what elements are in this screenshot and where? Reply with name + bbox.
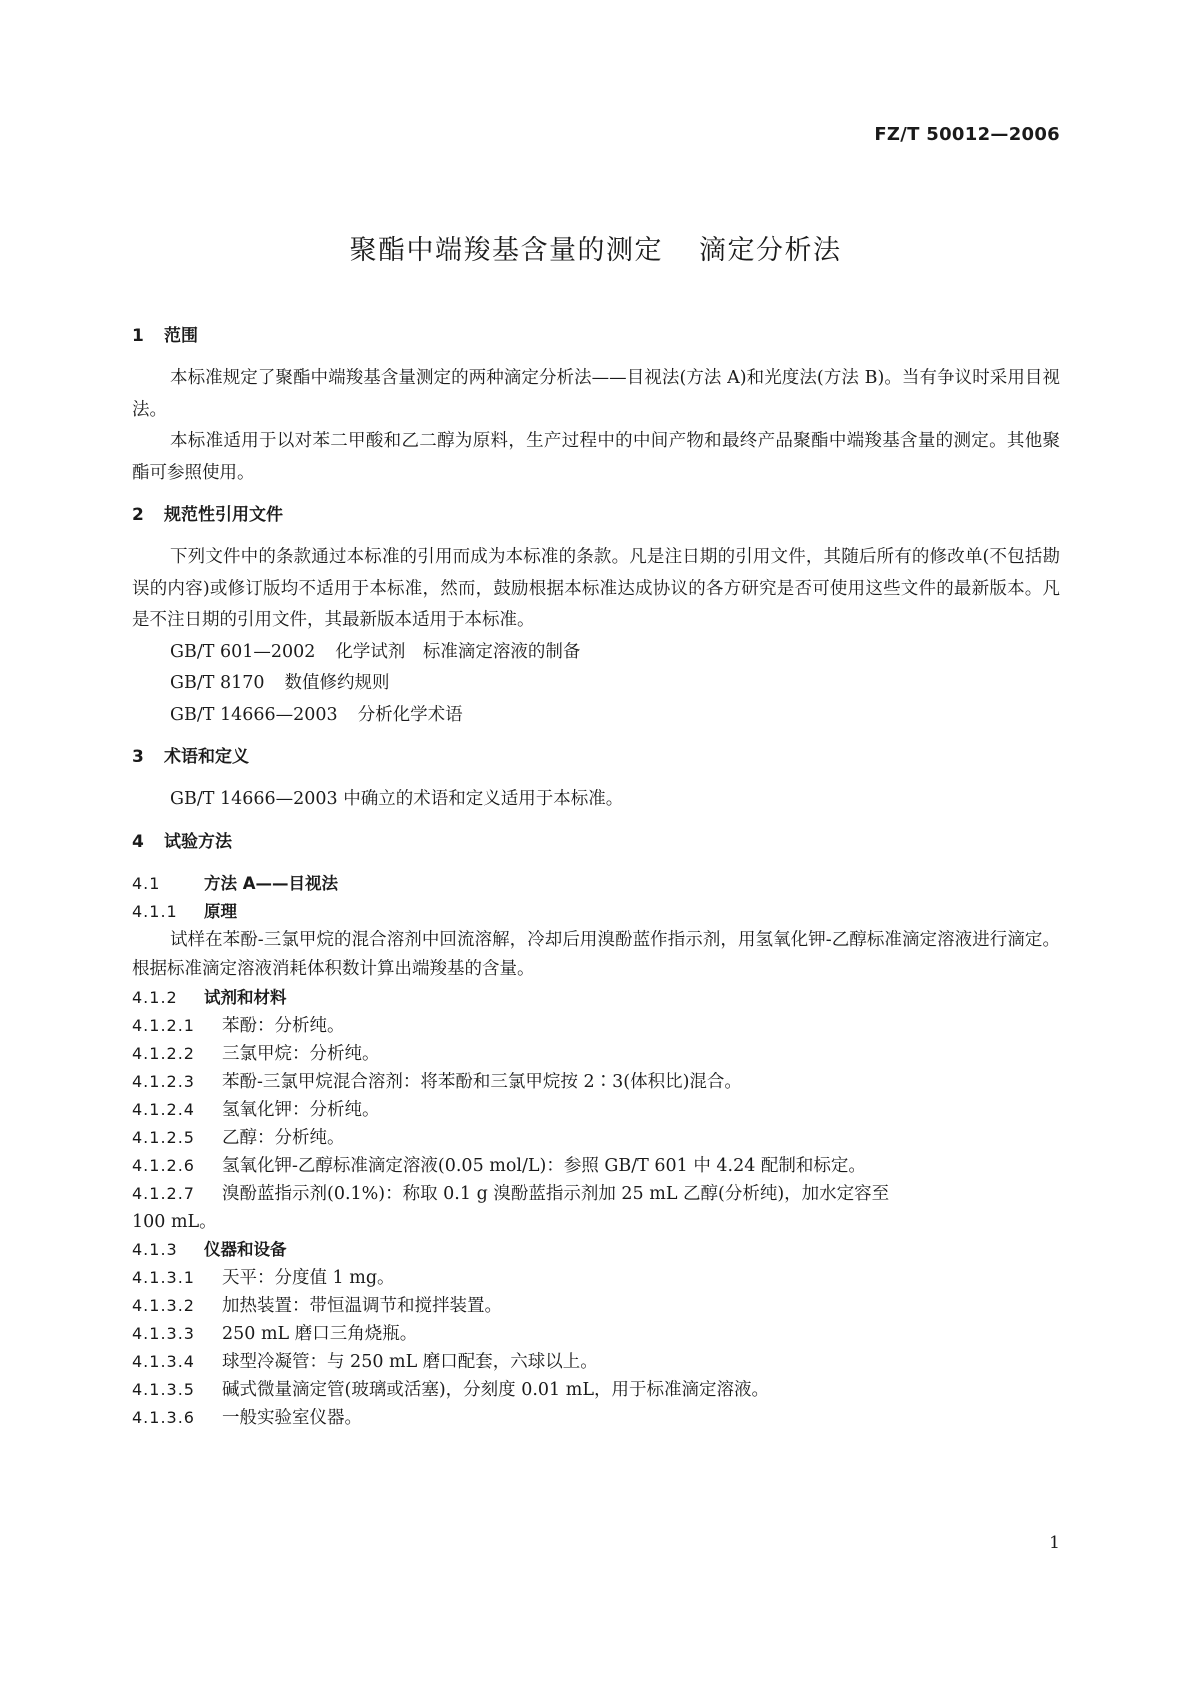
reagent-item bbox=[132, 1068, 1060, 1096]
document-body bbox=[132, 322, 1060, 1432]
reference-item bbox=[132, 700, 1060, 732]
section-number: 1 bbox=[132, 326, 144, 346]
document-title bbox=[0, 228, 1191, 267]
clause-4-1-1-heading bbox=[132, 898, 1060, 926]
section-1-heading bbox=[132, 322, 1060, 350]
reference-code: GB/T 14666—2003 bbox=[170, 704, 338, 725]
item-text: 乙醇：分析纯。 bbox=[222, 1127, 345, 1148]
clause-number: 4.1 bbox=[132, 873, 161, 893]
reagent-item bbox=[132, 1152, 1060, 1180]
apparatus-item bbox=[132, 1404, 1060, 1432]
section-2-heading bbox=[132, 501, 1060, 529]
item-number: 4.1.3.2 bbox=[132, 1295, 195, 1315]
section-number: 3 bbox=[132, 747, 144, 767]
item-number: 4.1.2.1 bbox=[132, 1015, 195, 1035]
item-number: 4.1.3.1 bbox=[132, 1267, 195, 1287]
item-text: 氢氧化钾：分析纯。 bbox=[222, 1099, 380, 1120]
item-number: 4.1.2.4 bbox=[132, 1099, 195, 1119]
title-part1: 聚酯中端羧基含量的测定 bbox=[349, 235, 663, 266]
apparatus-item bbox=[132, 1292, 1060, 1320]
item-number: 4.1.2.6 bbox=[132, 1155, 195, 1175]
section-title: 规范性引用文件 bbox=[164, 505, 283, 525]
item-text: 溴酚蓝指示剂(0.1%)：称取 0.1 g 溴酚蓝指示剂加 25 mL 乙醇(分析纯)，加水定容至 bbox=[222, 1183, 890, 1204]
item-text: 苯酚-三氯甲烷混合溶剂：将苯酚和三氯甲烷按 2∶3(体积比)混合。 bbox=[222, 1071, 742, 1092]
section-number: 4 bbox=[132, 831, 144, 852]
reagent-item bbox=[132, 1180, 1060, 1208]
item-text: 三氯甲烷：分析纯。 bbox=[222, 1043, 380, 1064]
clause-number: 4.1.3 bbox=[132, 1239, 178, 1259]
clause-title: 试剂和材料 bbox=[204, 987, 287, 1007]
page-number: 1 bbox=[1049, 1533, 1060, 1553]
reagent-item-continuation: 100 mL。 bbox=[132, 1211, 217, 1232]
reference-name: 分析化学术语 bbox=[357, 704, 463, 725]
reagent-item bbox=[132, 1124, 1060, 1152]
section-title: 术语和定义 bbox=[164, 747, 249, 767]
reagent-item bbox=[132, 1012, 1060, 1040]
section-number: 2 bbox=[132, 505, 144, 525]
item-number: 4.1.2.5 bbox=[132, 1127, 195, 1147]
section-3-heading bbox=[132, 743, 1060, 771]
item-text: 加热装置：带恒温调节和搅拌装置。 bbox=[222, 1295, 502, 1316]
section-4-heading bbox=[132, 828, 1060, 856]
item-number: 4.1.2.3 bbox=[132, 1071, 195, 1091]
item-number: 4.1.3.6 bbox=[132, 1407, 195, 1427]
item-text: 碱式微量滴定管(玻璃或活塞)，分刻度 0.01 mL，用于标准滴定溶液。 bbox=[222, 1379, 769, 1400]
reference-item bbox=[132, 668, 1060, 700]
apparatus-item bbox=[132, 1264, 1060, 1292]
reagent-item bbox=[132, 1096, 1060, 1124]
section-1-para-1: 本标准规定了聚酯中端羧基含量测定的两种滴定分析法——目视法(方法 A)和光度法(方法 B)。当有争议时采用目视法。 bbox=[132, 368, 1060, 420]
apparatus-item bbox=[132, 1320, 1060, 1348]
clause-title: 仪器和设备 bbox=[204, 1239, 287, 1259]
clause-title: 方法 A——目视法 bbox=[204, 873, 339, 893]
item-number: 4.1.3.3 bbox=[132, 1323, 195, 1343]
section-2-para-1: 下列文件中的条款通过本标准的引用而成为本标准的条款。凡是注日期的引用文件，其随后所有的修改单(不包括勘误的内容)或修订版均不适用于本标准，然而，鼓励根据本标准达成协议的各方研究是否可使用这些文件的最新版本。凡是不注日期的引用文件，其最新版本适用于本标准。 bbox=[132, 547, 1060, 630]
section-3-para-1: GB/T 14666—2003 中确立的术语和定义适用于本标准。 bbox=[170, 789, 624, 809]
item-text: 一般实验室仪器。 bbox=[222, 1407, 362, 1428]
reference-name: 数值修约规则 bbox=[284, 673, 390, 693]
clause-4-1-2-heading bbox=[132, 984, 1060, 1012]
reference-name: 化学试剂 标准滴定溶液的制备 bbox=[335, 641, 581, 662]
reagent-item bbox=[132, 1040, 1060, 1068]
standard-number: FZ/T 50012—2006 bbox=[874, 124, 1060, 145]
clause-4-1-3-heading bbox=[132, 1236, 1060, 1264]
clause-4-1-heading bbox=[132, 870, 1060, 898]
clause-number: 4.1.2 bbox=[132, 987, 178, 1007]
reference-item bbox=[132, 637, 1060, 669]
item-text: 氢氧化钾-乙醇标准滴定溶液(0.05 mol/L)：参照 GB/T 601 中 4.24 配制和标定。 bbox=[222, 1155, 866, 1176]
reference-code: GB/T 8170 bbox=[170, 673, 265, 693]
apparatus-item bbox=[132, 1348, 1060, 1376]
item-number: 4.1.3.4 bbox=[132, 1351, 195, 1371]
item-text: 苯酚：分析纯。 bbox=[222, 1015, 345, 1036]
section-title: 试验方法 bbox=[164, 831, 232, 852]
item-text: 天平：分度值 1 mg。 bbox=[222, 1267, 395, 1288]
section-1-para-2: 本标准适用于以对苯二甲酸和乙二醇为原料，生产过程中的中间产物和最终产品聚酯中端羧基含量的测定。其他聚酯可参照使用。 bbox=[132, 431, 1060, 483]
item-number: 4.1.2.7 bbox=[132, 1183, 195, 1203]
item-number: 4.1.2.2 bbox=[132, 1043, 195, 1063]
item-text: 球型冷凝管：与 250 mL 磨口配套，六球以上。 bbox=[222, 1351, 598, 1372]
item-number: 4.1.3.5 bbox=[132, 1379, 195, 1399]
title-part2: 滴定分析法 bbox=[699, 235, 842, 266]
clause-number: 4.1.1 bbox=[132, 901, 178, 921]
section-title: 范围 bbox=[164, 326, 198, 346]
item-text: 250 mL 磨口三角烧瓶。 bbox=[222, 1323, 418, 1344]
apparatus-item bbox=[132, 1376, 1060, 1404]
reference-code: GB/T 601—2002 bbox=[170, 641, 316, 662]
clause-4-1-1-para: 试样在苯酚-三氯甲烷的混合溶剂中回流溶解，冷却后用溴酚蓝作指示剂，用氢氧化钾-乙醇标准滴定溶液进行滴定。根据标准滴定溶液消耗体积数计算出端羧基的含量。 bbox=[132, 929, 1060, 979]
clause-title: 原理 bbox=[204, 901, 237, 921]
